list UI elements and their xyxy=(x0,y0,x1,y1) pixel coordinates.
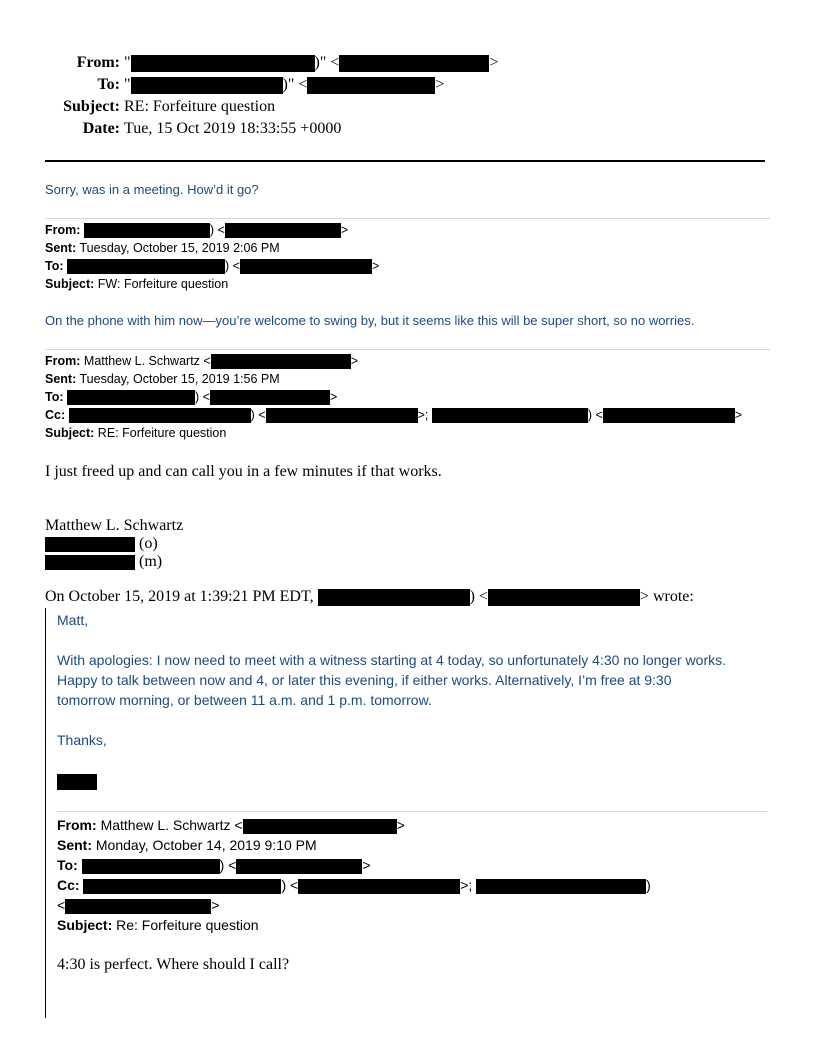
message-body: On the phone with him now—you’re welcome to swing by, but it seems like this will be super short, so no worries. xyxy=(45,313,695,328)
msg5-to-line: To: ) < > xyxy=(57,857,371,873)
to-value: " )" < > xyxy=(124,76,445,93)
msg3-sent-line: Sent: Tuesday, October 15, 2019 1:56 PM xyxy=(45,372,280,386)
redaction xyxy=(243,819,397,834)
to-label: To: xyxy=(97,76,120,93)
quoted-paragraph-line: tomorrow morning, or between 11 a.m. and 1 p.m. tomorrow. xyxy=(57,692,432,708)
redaction xyxy=(225,223,341,238)
date-label: Date: xyxy=(82,120,120,137)
redaction xyxy=(603,408,735,423)
msg5-from-line: From: Matthew L. Schwartz < > xyxy=(57,817,405,833)
msg5-sent-line: Sent: Monday, October 14, 2019 9:10 PM xyxy=(57,837,317,853)
quoted-paragraph-line: With apologies: I now need to meet with a witness starting at 4 today, so unfortunately 4:30 no longer works. xyxy=(57,652,726,668)
msg5-cc-line: Cc: ) < >; ) xyxy=(57,877,651,893)
message-body: I just freed up and can call you in a few minutes if that works. xyxy=(45,463,442,480)
header-divider xyxy=(45,160,765,162)
redaction xyxy=(83,879,281,894)
redaction xyxy=(476,879,646,894)
msg3-from-line: From: Matthew L. Schwartz < > xyxy=(45,354,359,368)
quoted-closing: Thanks, xyxy=(57,732,107,748)
redaction xyxy=(240,259,372,274)
quote-bar xyxy=(45,608,46,1018)
msg3-cc-line: Cc: ) < >; ) < > xyxy=(45,408,743,422)
redaction xyxy=(131,77,283,94)
quoted-signature xyxy=(57,773,97,791)
redaction xyxy=(318,589,470,606)
redaction xyxy=(69,408,251,423)
redaction xyxy=(45,555,135,570)
redaction xyxy=(339,55,489,72)
signature-mobile: (m) xyxy=(45,553,162,571)
msg2-to-line: To: ) < > xyxy=(45,259,380,273)
subject-value: RE: Forfeiture question xyxy=(124,98,276,115)
redaction xyxy=(67,390,195,405)
quote-intro: On October 15, 2019 at 1:39:21 PM EDT, ) < > wrote: xyxy=(45,588,694,605)
from-label: From: xyxy=(76,54,120,71)
redaction xyxy=(298,879,460,894)
redaction xyxy=(65,899,211,914)
redaction xyxy=(84,223,210,238)
redaction xyxy=(211,354,351,369)
message-divider xyxy=(57,811,767,812)
redaction xyxy=(131,55,315,72)
redaction xyxy=(45,537,135,552)
message-divider xyxy=(45,218,770,219)
from-value: " )" < > xyxy=(124,54,499,71)
msg3-subject-line: Subject: RE: Forfeiture question xyxy=(45,426,227,440)
redaction xyxy=(266,408,418,423)
redaction xyxy=(488,589,640,606)
msg5-cc-continuation: < > xyxy=(57,897,220,913)
message-body: 4:30 is perfect. Where should I call? xyxy=(57,956,290,973)
quoted-greeting: Matt, xyxy=(57,612,89,628)
redaction xyxy=(210,390,330,405)
date-value: Tue, 15 Oct 2019 18:33:55 +0000 xyxy=(124,120,342,137)
signature-office: (o) xyxy=(45,535,158,553)
redaction xyxy=(236,859,362,874)
redaction xyxy=(82,859,220,874)
signature-name: Matthew L. Schwartz xyxy=(45,517,184,534)
msg3-to-line: To: ) < > xyxy=(45,390,338,404)
redaction xyxy=(432,408,588,423)
redaction xyxy=(67,259,225,274)
msg2-subject-line: Subject: FW: Forfeiture question xyxy=(45,277,229,291)
redaction xyxy=(307,77,435,94)
msg5-subject-line: Subject: Re: Forfeiture question xyxy=(57,917,259,933)
subject-label: Subject: xyxy=(63,98,120,115)
redaction xyxy=(57,774,97,790)
message-divider xyxy=(45,349,770,350)
quoted-paragraph-line: Happy to talk between now and 4, or later this evening, if either works. Alternatively, I’m free at 9:30 xyxy=(57,672,672,688)
msg2-from-line: From: ) < > xyxy=(45,223,349,237)
message-body: Sorry, was in a meeting. How’d it go? xyxy=(45,182,259,197)
msg2-sent-line: Sent: Tuesday, October 15, 2019 2:06 PM xyxy=(45,241,280,255)
